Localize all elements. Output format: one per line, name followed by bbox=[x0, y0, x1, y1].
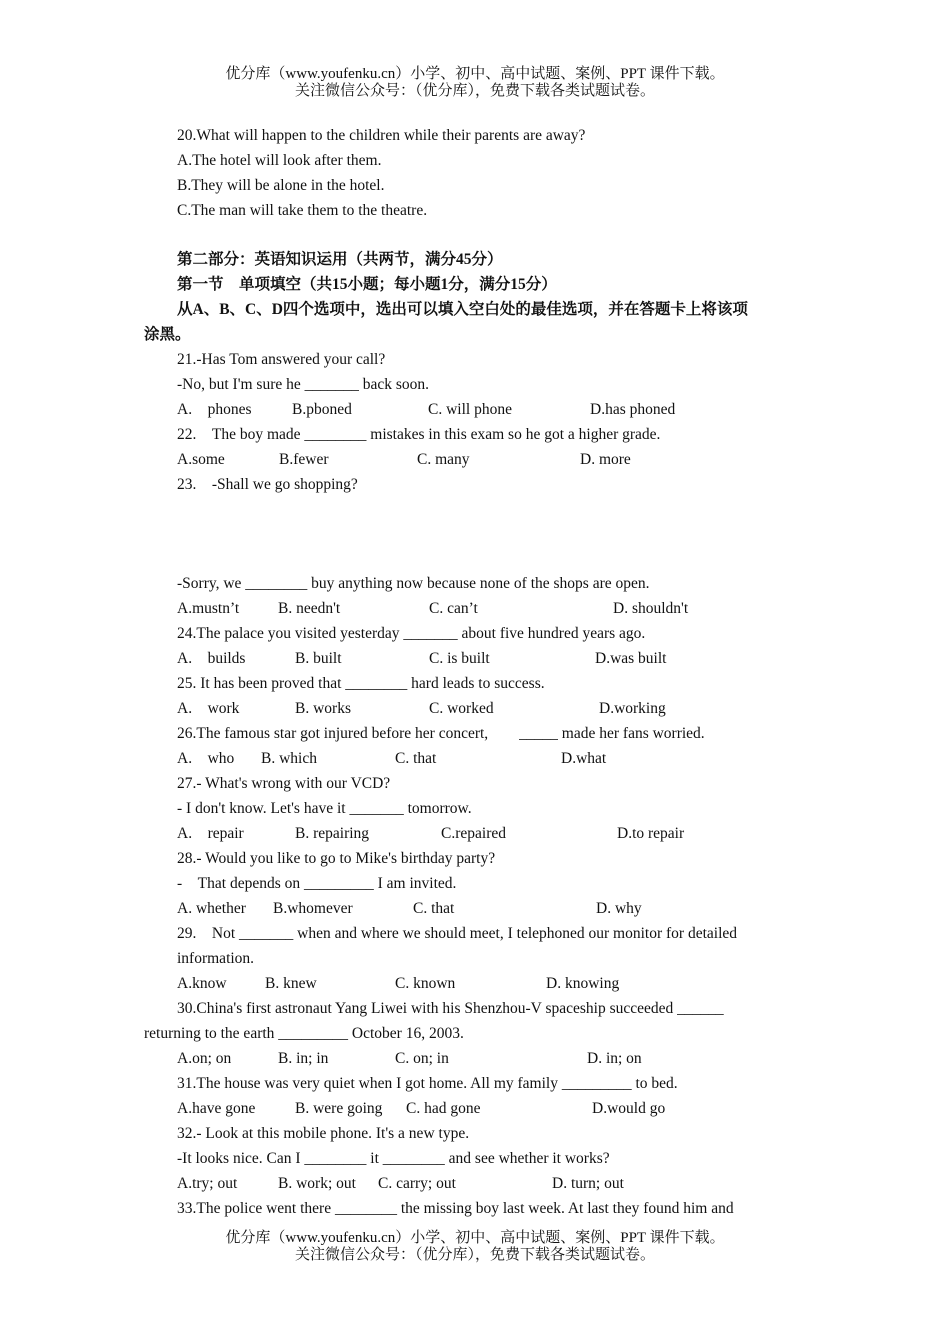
q29-option-a: A.know bbox=[177, 975, 227, 992]
q30-option-b: B. in; in bbox=[278, 1050, 329, 1067]
q21-stem: 21.-Has Tom answered your call? bbox=[177, 351, 386, 368]
q26-stem: 26.The famous star got injured before her concert, _____ made her fans worried. bbox=[177, 725, 705, 742]
q23-option-c: C. can’t bbox=[429, 600, 478, 617]
q24-option-a: A. builds bbox=[177, 650, 246, 667]
q26-option-d: D.what bbox=[561, 750, 607, 767]
instructions-line-1: 从A、B、C、D四个选项中，选出可以填入空白处的最佳选项，并在答题卡上将该项 bbox=[177, 301, 748, 318]
q23-stem: 23. -Shall we go shopping? bbox=[177, 476, 358, 493]
q21-response: -No, but I'm sure he _______ back soon. bbox=[177, 376, 430, 393]
q26-option-b: B. which bbox=[261, 750, 317, 767]
q31-option-c: C. had gone bbox=[406, 1100, 481, 1117]
q25-option-b: B. works bbox=[295, 700, 351, 717]
header-line-1: 优分库（www.youfenku.cn）小学、初中、高中试题、案例、PPT 课件下载。 bbox=[225, 66, 725, 82]
q21-option-b: B.pboned bbox=[292, 401, 352, 418]
q29-stem: 29. Not _______ when and where we should meet, I telephoned our monitor for detailed bbox=[177, 925, 738, 942]
q26-option-c: C. that bbox=[395, 750, 437, 767]
q31-option-a: A.have gone bbox=[177, 1100, 256, 1117]
q28-response: - That depends on _________ I am invited. bbox=[177, 875, 457, 892]
q28-option-a: A. whether bbox=[177, 900, 246, 917]
q21-option-d: D.has phoned bbox=[590, 401, 676, 418]
q29-stem-cont: information. bbox=[177, 950, 255, 967]
q25-option-a: A. work bbox=[177, 700, 240, 717]
q20-stem: 20.What will happen to the children while their parents are away? bbox=[177, 127, 586, 144]
q29-option-d: D. knowing bbox=[546, 975, 620, 992]
q22-stem: 22. The boy made ________ mistakes in this exam so he got a higher grade. bbox=[177, 426, 661, 443]
part2-title: 第二部分：英语知识运用（共两节，满分45分） bbox=[177, 251, 503, 268]
q28-stem: 28.- Would you like to go to Mike's birthday party? bbox=[177, 850, 496, 867]
q23-option-a: A.mustn’t bbox=[177, 600, 240, 617]
q28-option-d: D. why bbox=[596, 900, 642, 917]
q27-option-a: A. repair bbox=[177, 825, 244, 842]
q26-option-a: A. who bbox=[177, 750, 235, 767]
q28-option-c: C. that bbox=[413, 900, 455, 917]
q25-option-d: D.working bbox=[599, 700, 666, 717]
q30-option-c: C. on; in bbox=[395, 1050, 449, 1067]
page-header bbox=[0, 66, 950, 100]
q21-option-c: C. will phone bbox=[428, 401, 512, 418]
q32-stem: 32.- Look at this mobile phone. It's a new type. bbox=[177, 1125, 470, 1142]
q23-option-b: B. needn't bbox=[278, 600, 341, 617]
q32-option-d: D. turn; out bbox=[552, 1175, 624, 1192]
q32-option-a: A.try; out bbox=[177, 1175, 238, 1192]
q30-stem: 30.China's first astronaut Yang Liwei with his Shenzhou-V spaceship succeeded ______ bbox=[177, 1000, 724, 1017]
q25-stem: 25. It has been proved that ________ hard leads to success. bbox=[177, 675, 545, 692]
q31-stem: 31.The house was very quiet when I got home. All my family _________ to bed. bbox=[177, 1075, 678, 1092]
page-footer bbox=[0, 1230, 950, 1264]
q31-option-d: D.would go bbox=[592, 1100, 666, 1117]
q27-response: - I don't know. Let's have it _______ tomorrow. bbox=[177, 800, 472, 817]
q21-option-a: A. phones bbox=[177, 401, 252, 418]
q32-response: -It looks nice. Can I ________ it ________ and see whether it works? bbox=[177, 1150, 610, 1167]
q24-stem: 24.The palace you visited yesterday _______ about five hundred years ago. bbox=[177, 625, 646, 642]
header-line-2: 关注微信公众号：（优分库），免费下载各类试题试卷。 bbox=[294, 83, 655, 99]
q30-stem-cont: returning to the earth _________ October 16, 2003. bbox=[144, 1025, 464, 1042]
q29-option-b: B. knew bbox=[265, 975, 317, 992]
q23-option-d: D. shouldn't bbox=[613, 600, 689, 617]
q23-response: -Sorry, we ________ buy anything now because none of the shops are open. bbox=[177, 575, 650, 592]
q33-stem: 33.The police went there ________ the missing boy last week. At last they found him and bbox=[177, 1200, 734, 1217]
footer-line-2: 关注微信公众号：（优分库），免费下载各类试题试卷。 bbox=[294, 1247, 655, 1263]
q22-option-d: D. more bbox=[580, 451, 631, 468]
q20-option-a: A.The hotel will look after them. bbox=[177, 152, 382, 169]
q24-option-d: D.was built bbox=[595, 650, 667, 667]
q32-option-b: B. work; out bbox=[278, 1175, 356, 1192]
q20-option-c: C.The man will take them to the theatre. bbox=[177, 202, 428, 219]
section1-title: 第一节 单项填空（共15小题；每小题1分，满分15分） bbox=[177, 276, 557, 293]
q31-option-b: B. were going bbox=[295, 1100, 383, 1117]
q30-option-d: D. in; on bbox=[587, 1050, 642, 1067]
q22-option-c: C. many bbox=[417, 451, 470, 468]
q27-option-d: D.to repair bbox=[617, 825, 685, 842]
q29-option-c: C. known bbox=[395, 975, 456, 992]
q30-option-a: A.on; on bbox=[177, 1050, 232, 1067]
q27-option-b: B. repairing bbox=[295, 825, 370, 842]
q27-option-c: C.repaired bbox=[441, 825, 506, 842]
q24-option-c: C. is built bbox=[429, 650, 490, 667]
q32-option-c: C. carry; out bbox=[378, 1175, 456, 1192]
footer-line-1: 优分库（www.youfenku.cn）小学、初中、高中试题、案例、PPT 课件下载。 bbox=[225, 1230, 725, 1246]
q25-option-c: C. worked bbox=[429, 700, 494, 717]
q22-option-a: A.some bbox=[177, 451, 225, 468]
q20-option-b: B.They will be alone in the hotel. bbox=[177, 177, 385, 194]
q24-option-b: B. built bbox=[295, 650, 342, 667]
q27-stem: 27.- What's wrong with our VCD? bbox=[177, 775, 391, 792]
instructions-line-2: 涂黑。 bbox=[144, 326, 191, 343]
q28-option-b: B.whomever bbox=[273, 900, 353, 917]
q22-option-b: B.fewer bbox=[279, 451, 329, 468]
